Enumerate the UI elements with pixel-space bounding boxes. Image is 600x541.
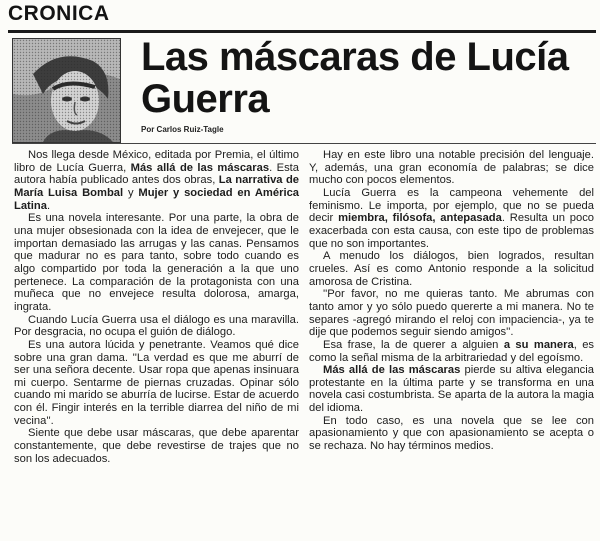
paragraph: Nos llega desde México, editada por Premia, el último libro de Lucía Guerra, Más allá de las máscaras. Esta autora había publicado antes dos obras, La narrativa de María Luisa Bombal y Mujer y sociedad en América Latina. — [14, 149, 300, 212]
section-divider — [8, 30, 596, 33]
paragraph: Cuando Lucía Guerra usa el diálogo es una maravilla. Por desgracia, no ocupa el guión de diálogo. — [14, 313, 299, 339]
book-title: Más allá de las máscaras — [323, 364, 461, 377]
book-title: La narrativa de María Luisa Bombal — [14, 174, 300, 199]
article-column-left — [14, 149, 299, 465]
paragraph: ''Por favor, no me quieras tanto. Me abrumas con tanto amor y yo sólo puedo quererte a mi manera. No te separes -agregó mirando el reloj con impaciencia-, ya te dije que podemos seguir siendo amigos''. — [309, 288, 594, 339]
paragraph: Siente que debe usar máscaras, que debe aparentar constantemente, que debe revestirse de trajes que no son los adecuados. — [14, 427, 299, 465]
portrait-image — [13, 39, 120, 142]
paragraph: Más allá de las máscaras pierde su altiva elegancia protestante en la última parte y se transforma en una novela casi costumbrista. Se aparta de la autora la magia del idioma. — [309, 364, 594, 415]
emphasis: a su manera — [503, 338, 574, 351]
paragraph: A menudo los diálogos, bien logrados, resultan crueles. Así es como Antonio responde a la solicitud amorosa de Cristina. — [309, 250, 594, 288]
book-title: Más allá de las máscaras — [130, 161, 270, 174]
paragraph: Es una autora lúcida y penetrante. Veamos qué dice sobre una gran dama. ''La verdad es que me aburrí de ser una señora decente. Usar ropa que apenas insinuara mi cuerpo. Sentarme de piernas cruzadas. Opinar sólo cuando mi marido se aburría de lucirse. Estar de acuerdo con él. Fingir interés en la terrible diarrea del niño de mi vecina''. — [14, 338, 299, 427]
headline-divider — [12, 143, 596, 144]
paragraph: Esa frase, la de querer a alguien a su manera, es como la señal misma de la arbitrariedad y del egoísmo. — [309, 338, 595, 364]
emphasis: miembra, filósofa, antepasada — [338, 212, 502, 225]
book-title: Mujer y sociedad en América Latina — [14, 186, 300, 212]
author-portrait-photo — [12, 38, 121, 143]
paragraph: Lucía Guerra es la campeona vehemente del feminismo. Le importa, por ejemplo, que no se pueda decir miembra, filósofa, antepasada. Resulta un poco exacerbada con esta causa, con este tipo de problemas que no son importantes. — [309, 186, 595, 250]
paragraph: Es una novela interesante. Por una parte, la obra de una mujer obsesionada con la idea de envejecer, que le importan demasiado las arrugas y las canas. Pensamos que madurar no es para tanto, sobre todo cuando es algo compartido por toda la generación a la que uno pertenece. La comparación de la protagonista con una muñeca que no envejece resulta dolorosa, amarga, ingrata. — [14, 212, 299, 313]
section-label: CRONICA — [8, 2, 110, 25]
paragraph: Hay en este libro una notable precisión del lenguaje. Y, además, una gran economía de palabras; se dice mucho con pocos elementos. — [309, 149, 594, 187]
article-column-right — [309, 149, 594, 453]
article-byline: Por Carlos Ruiz-Tagle — [141, 125, 224, 134]
paragraph: En todo caso, es una novela que se lee con apasionamiento y que con apasionamiento se acepta o se rechaza. No hay términos medios. — [309, 414, 594, 453]
article-headline: Las máscaras de Lucía Guerra — [141, 35, 569, 121]
